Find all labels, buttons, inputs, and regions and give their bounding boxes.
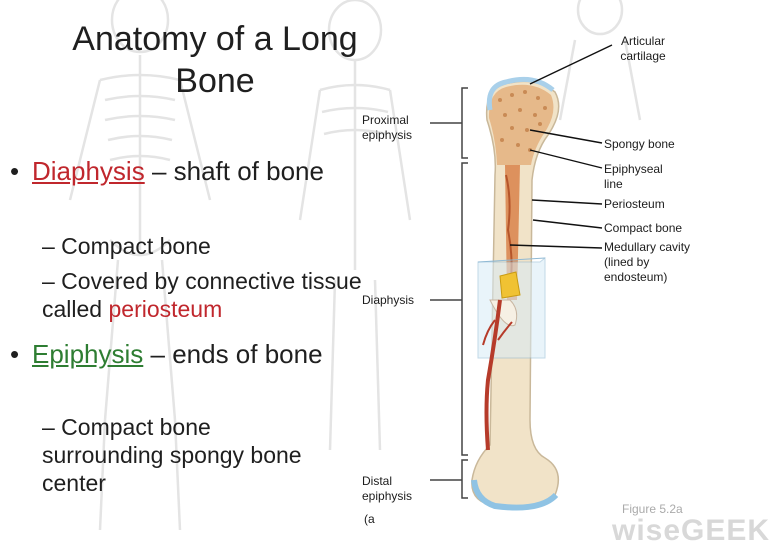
cutaway-box <box>478 258 545 358</box>
slide-title: Anatomy of a Long Bone <box>72 20 358 100</box>
label-panel-a: (a <box>364 512 375 526</box>
label-distal-epiphysis: Distal epiphysis <box>362 474 413 503</box>
figure-reference: Figure 5.2a <box>622 502 683 516</box>
label-periosteum: Periosteum <box>604 197 665 211</box>
watermark-logo: wiseGEEK <box>612 514 770 547</box>
bullet-epiphysis <box>10 338 330 371</box>
label-epiphyseal-line: Epiphyseal line <box>604 162 663 191</box>
subbullet-compact-bone: – Compact bone <box>42 233 211 259</box>
label-medullary-cavity: Medullary cavity (lined by endosteum) <box>604 240 691 284</box>
label-spongy-bone: Spongy bone <box>604 137 675 151</box>
bullet-dot: • <box>10 156 20 186</box>
bullet-epiphysis-text: – ends of bone <box>143 339 323 369</box>
bullet-dot: • <box>10 339 20 369</box>
bullet-diaphysis-text: – shaft of bone <box>144 156 324 186</box>
bullet-diaphysis <box>10 155 330 188</box>
label-compact-bone: Compact bone <box>604 221 683 235</box>
term-epiphysis: Epiphysis <box>32 339 144 369</box>
label-diaphysis: Diaphysis <box>362 293 415 307</box>
subbullet-compact-spongy: – Compact bone surrounding spongy bone center <box>42 414 302 496</box>
term-periosteum: periosteum <box>108 296 223 322</box>
region-brackets <box>430 88 468 498</box>
term-diaphysis: Diaphysis <box>32 156 145 186</box>
subbullet-covered-text: – Covered by connective tissue called <box>42 268 362 322</box>
label-articular-cartilage: Articular cartilage <box>620 34 666 63</box>
subbullet-covered <box>42 267 362 323</box>
label-proximal-epiphysis: Proximal epiphysis <box>362 113 413 142</box>
